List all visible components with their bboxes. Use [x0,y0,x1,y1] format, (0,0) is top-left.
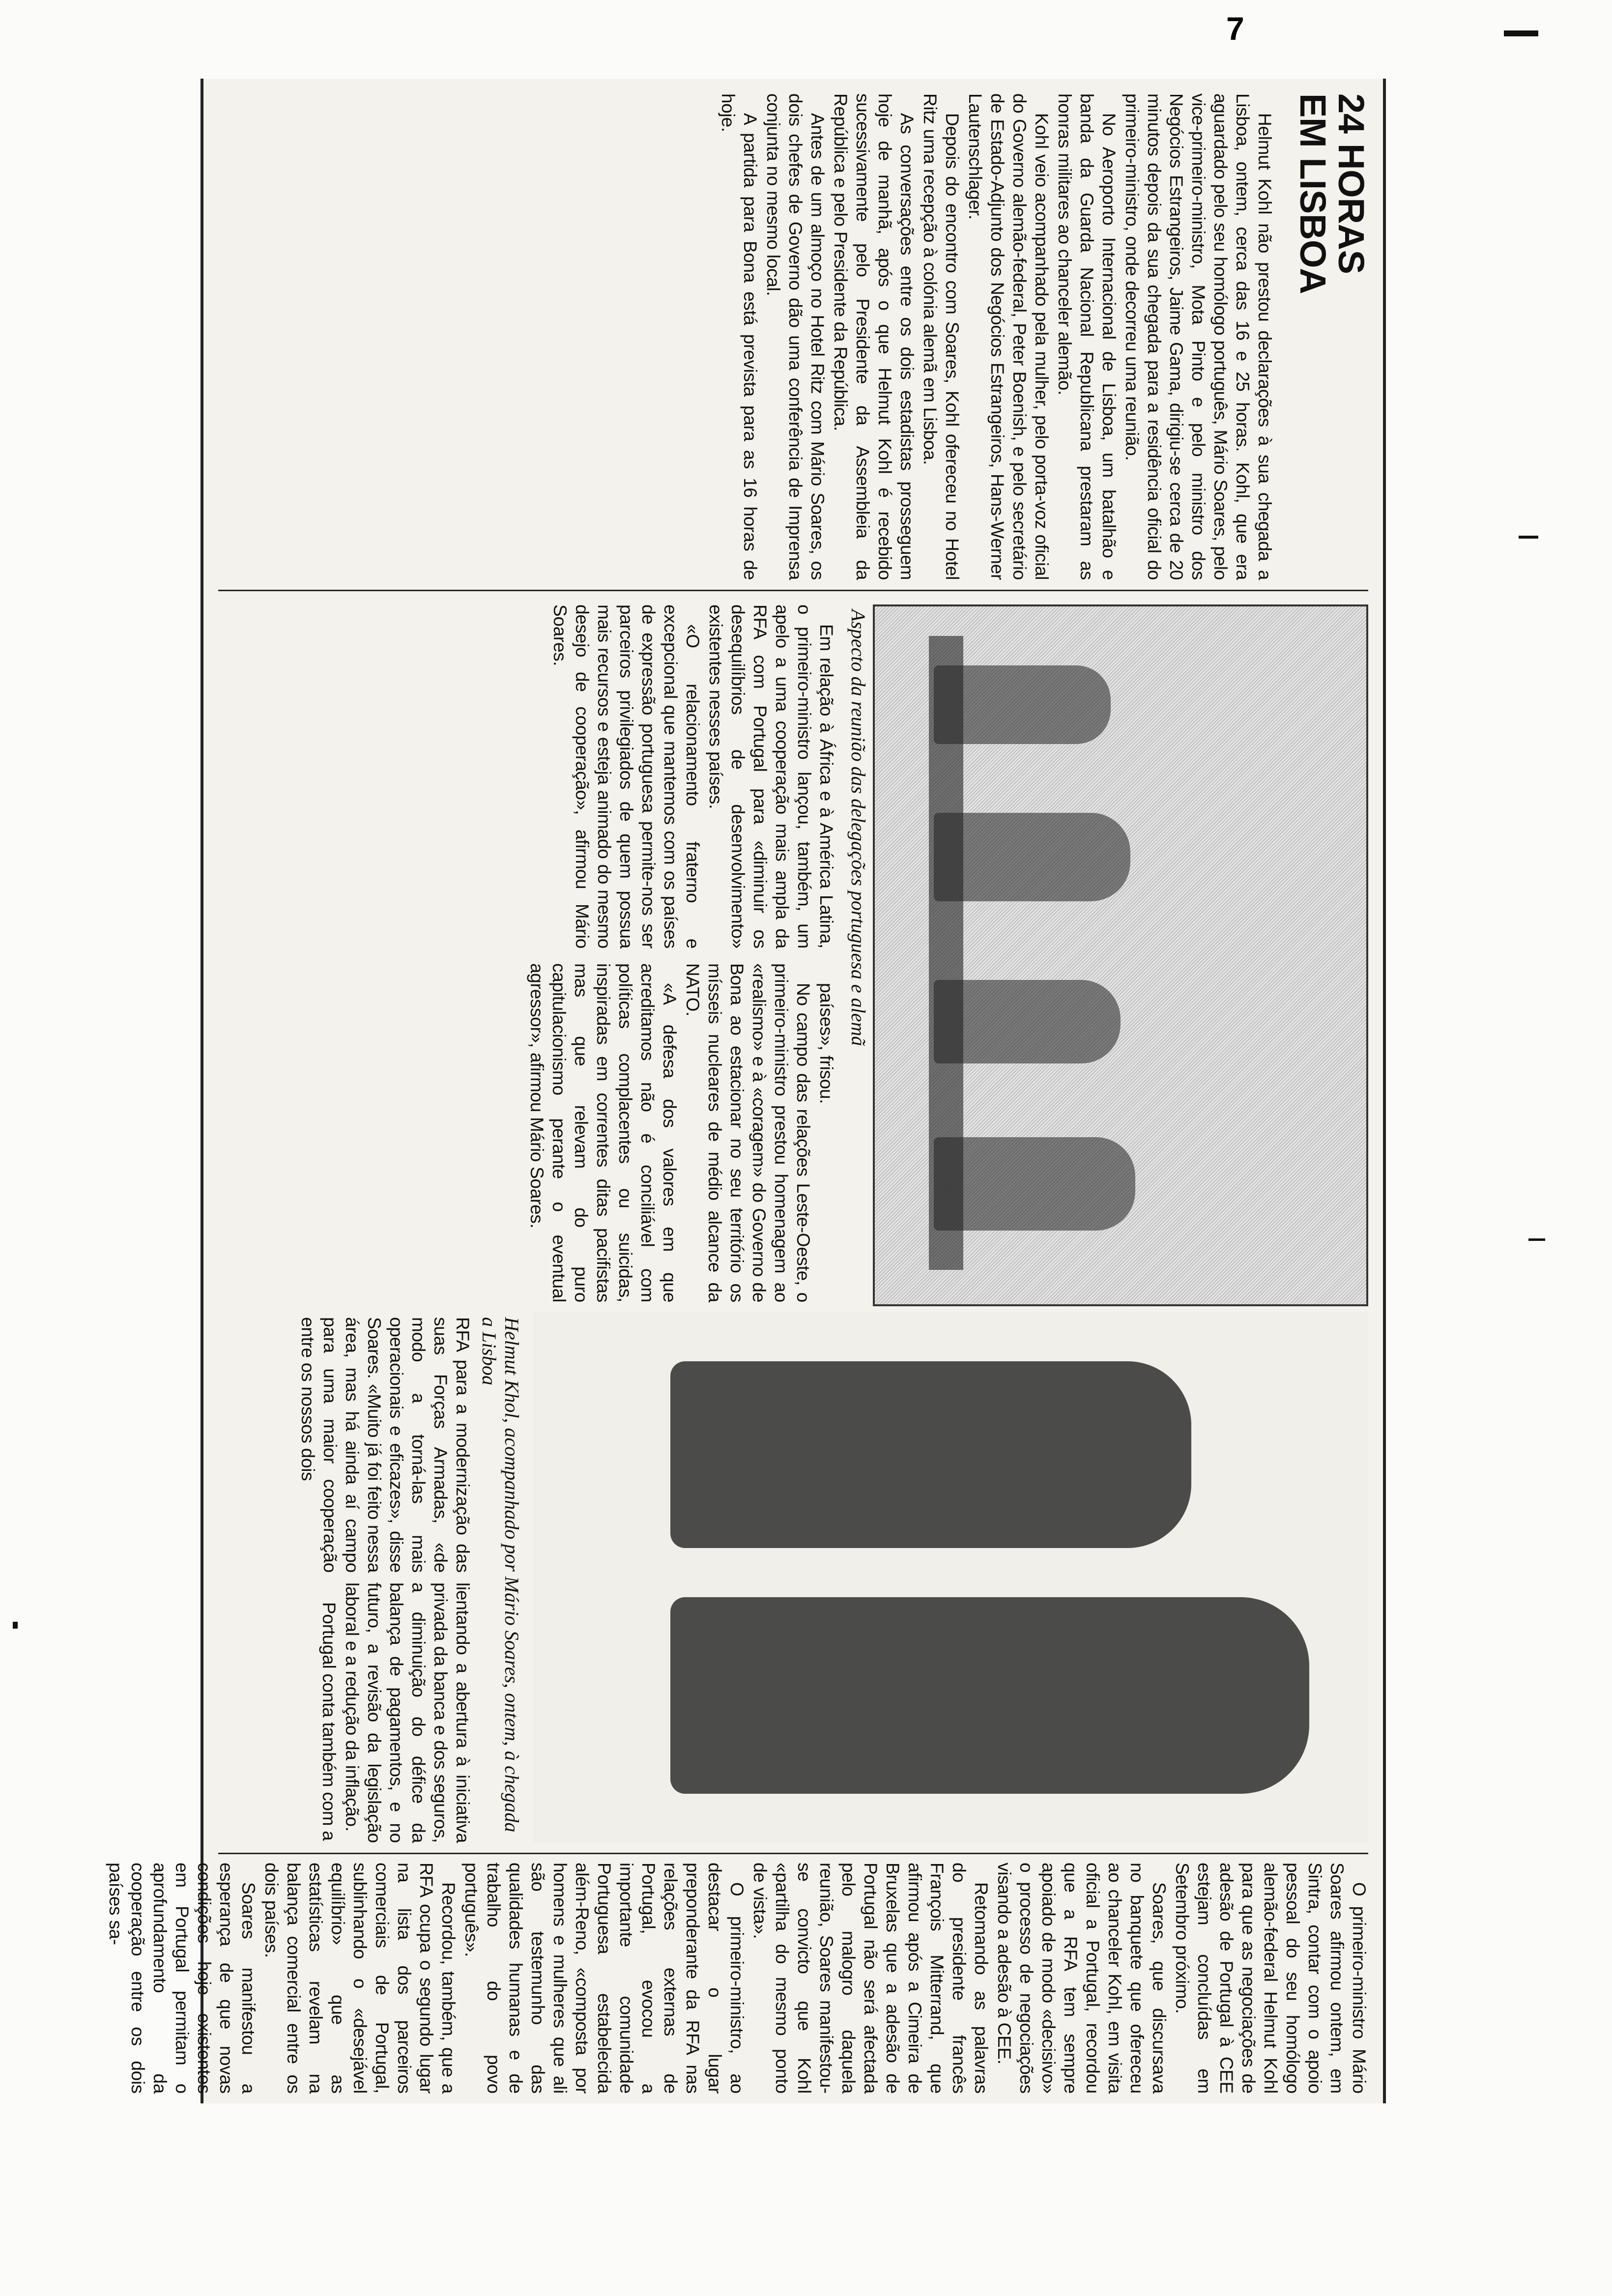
text-paragraph: Retomando as palavras do presidente francês François Mitterrand, que afirmou após a Cimeira de Bruxelas que a adesão de Portugal não será afectada pelo malogro daquela reunião, Soares manifestou-se convicto que Kohl «partilha do mesmo ponto de vista». [750,1863,991,2094]
scan-dash-mark [1504,30,1538,36]
sidebar-paragraph: Helmut Kohl não prestou declarações à sua chegada a Lisboa, ontem, cerca das 16 e 25 horas. Kohl, que era aguardado pelo seu homólogo português, Mário Soares, pelo vice-primeiro-ministro, Mota Pinto e pelo ministro dos Negócios Estrangeiros, Jaime Gama, dirigiu-se cerca de 20 minutos depois da sua chegada para a residência oficial do primeiro-ministro, onde decorreu uma reunião. [1122,93,1275,580]
text-column [213,963,837,1302]
sidebar-paragraph: Antes de um almoço no Hotel Ritz com Mário Soares, os dois chefes de Governo dão uma conferência de Imprensa conjunta no mesmo local. [763,93,828,580]
sidebar-headline [1294,93,1370,580]
scan-dash-mark [1519,536,1538,539]
caption-meeting: Aspecto da reunião das delegações portuguesa e alemã [847,609,869,1046]
text-paragraph: «A defesa dos valores em que acreditamos não é conciliável com políticas complacentes ou suicidas, inspiradas em correntes ditas pacifistas mas que relevam do puro capitulacionismo perante o eventual agressor», afirmou Mário Soares. [527,963,680,1302]
photo-meeting [873,604,1368,1306]
text-paragraph: O primeiro-ministro, ao destacar o lugar preponderante da RFA nas relações externas de Portugal, evocou a importante comunidade Portuguesa estabelecida além-Reno, «composta por homens e mulheres que ali são testemunho das qualidades humanas e de trabalho do povo português». [461,1863,747,2094]
column-rule [218,1853,1368,1854]
text-paragraph: No campo das relações Leste-Oeste, o primeiro-ministro prestou homenagem ao «realismo» e à «coragem» do Governo de Bona ao estacionar no seu território os mísseis nucleares de médio alcance da NATO. [683,963,813,1302]
photo-figure-kohl [670,1597,1309,1794]
text-paragraph: Portugal conta também com a [319,1602,339,1841]
text-paragraph: RFA para a modernização das suas Forças Armadas, «de modo a torná-las mais operacionais e eficazes», disse Soares. «Muito já foi feito nessa área, mas há ainda aí campo para uma maior cooperação entre os nossos dois [298,1317,473,1573]
photo-arrival [533,1312,1368,1843]
text-paragraph: Soares, que discursava no banquete que ofereceu ao chanceler Kohl, em visita oficial a Portugal, recordou que a RFA tem sempre apoiado de modo «decisivo» o processo de negociações visando a adesão à CEE. [994,1863,1169,2094]
scan-dash-mark [13,1622,18,1629]
text-paragraph: Soares manifestou a esperança de que novas condições hoje existentes em Portugal permitam o aprofundamento da cooperação entre os dois países sa- [106,1863,259,2094]
text-paragraph: Em relação à África e à América Latina, o primeiro-ministro lançou, também, um apelo a uma cooperação mais ampla da RFA com Portugal para «diminuir os desequilíbrios de desenvolvimento» existentes nesses países. [706,604,836,948]
photo-figure [934,1137,1135,1231]
main-story-column [106,1863,1370,2094]
sidebar-paragraph: Depois do encontro com Soares, Kohl ofereceu no Hotel Ritz uma recepção à colónia alemã em Lisboa. [920,93,962,580]
scan-dash-mark [1528,1238,1545,1241]
photo-figure-soares [670,1361,1191,1548]
sidebar-paragraph: A partida para Bona está prevista para as 16 horas de hoje. [718,93,760,580]
photo-figure [934,813,1130,901]
text-column [213,1582,474,1843]
text-paragraph: países», frisou. [816,983,836,1104]
sidebar-paragraph: No Aeroporto Internacional de Lisboa, um batalhão e banda da Guarda Nacional Republicana prestaram as honras militares ao chanceler alemão. [1055,93,1119,580]
sidebar-paragraph: Kohl veio acompanhado pela mulher, pelo porta-voz oficial do Governo alemão-federal, Peter Boenish, e pelo secretário de Estado-Adjunto dos Negócios Estrangeiros, Hans-Werner Lautenschlager. [965,93,1052,580]
text-paragraph: O primeiro-ministro Mário Soares afirmou ontem, em Sintra, contar com o apoio pessoal do seu homólogo alemão-federal Helmut Kohl para que as negociações de adesão de Portugal à CEE estejam concluídas em Setembro próximo. [1172,1863,1369,2094]
text-column [213,1317,474,1573]
headline-line-1: 24 HORAS [1331,93,1372,274]
text-column [213,604,837,948]
headline-line-2: EM LISBOA [1293,93,1333,294]
text-paragraph: lientando a abertura à iniciativa privada da banca e dos seguros, a diminuição do défice da balança de pagamentos, e no futuro, a revisão da legislação laboral e a redução da inflação. [342,1582,473,1843]
sidebar-paragraph: As conversações entre os dois estadistas prosseguem hoje de manhã, após o que Helmut Kohl é recebido sucessivamente pelo Presidente da Assembleia da República e pelo Presidente da República. [831,93,917,580]
text-paragraph: «O relacionamento fraterno e excepcional que mantemos com os países de expressão portuguesa permite-nos ser parceiros privilegiados de quem possua mais recursos e esteja animado do mesmo desejo de cooperação», afirmou Mário Soares. [550,604,703,948]
caption-arrival: Helmut Khol, acompanhado por Mário Soares, ontem, à chegada a Lisboa [478,1317,523,1833]
corner-mark: 7 [1226,10,1244,47]
column-rule [218,590,1368,591]
sidebar-column [213,93,1370,580]
photo-table [929,636,963,1270]
newspaper-clipping [106,79,1386,2103]
text-paragraph: Recordou, também, que a RFA ocupa o segundo lugar na lista dos parceiros comerciais de Portugal, sublinhando o «desejável equilíbrio» que as estatísticas revelam na balança comercial entre os dois países. [261,1863,459,2094]
